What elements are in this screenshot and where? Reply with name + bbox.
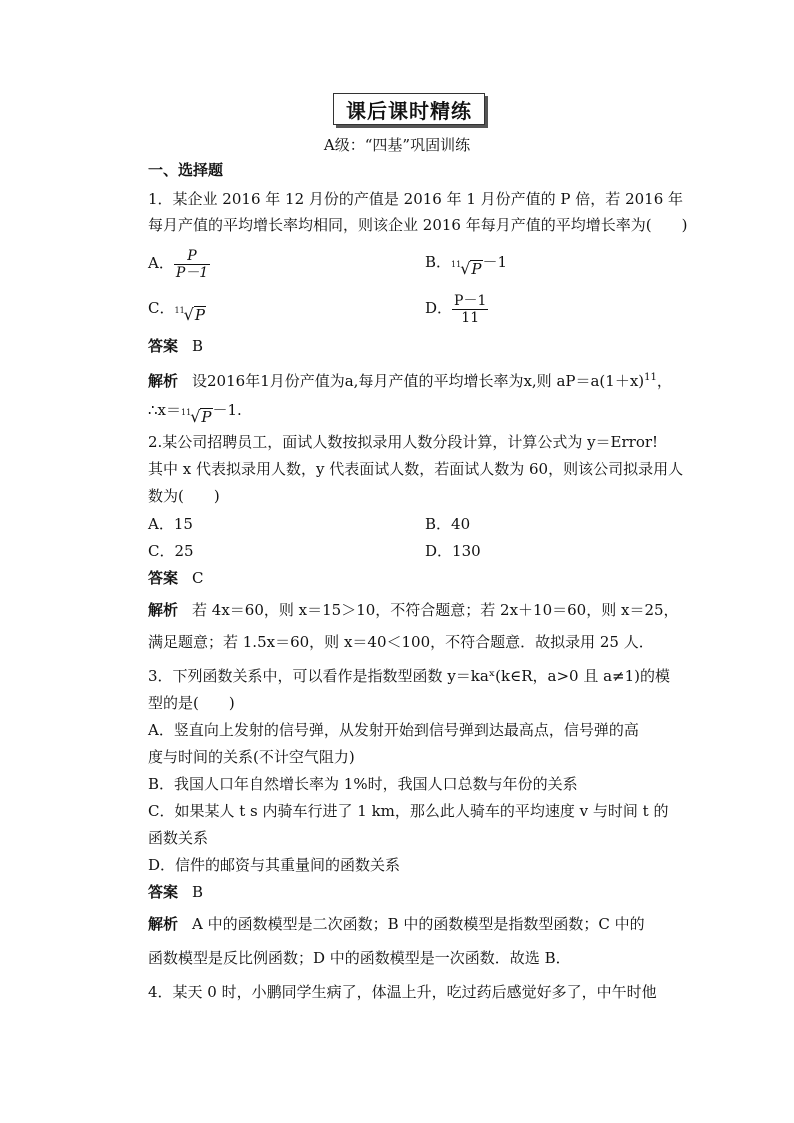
q3-analysis-line2: 函数模型是反比例函数；D 中的函数模型是一次函数．故选 B． (148, 949, 571, 967)
section-heading: 一、选择题 (148, 161, 224, 179)
q1-option-b (425, 252, 507, 278)
radicand: P (471, 260, 482, 278)
answer-value: C (192, 569, 204, 587)
q2-option-a: A．15 (148, 515, 193, 533)
fraction-numerator: P－1 (454, 292, 487, 309)
fraction (452, 293, 488, 326)
q1-option-a (148, 243, 210, 283)
radical-index: 11 (174, 306, 185, 315)
q1-option-d (425, 288, 488, 328)
option-b-prefix: B． (425, 253, 452, 271)
analysis-text: A 中的函数模型是二次函数；B 中的函数模型是指数型函数；C 中的 (192, 915, 645, 933)
fraction-denominator: P－1 (175, 264, 209, 281)
fraction (174, 248, 210, 281)
q3-stem-line2: 型的是( ) (148, 694, 235, 712)
fraction-denominator: 11 (452, 309, 488, 326)
radical-sign: √ (460, 259, 471, 278)
q2-option-c: C．25 (148, 542, 194, 560)
analysis-text: 设2016年1月份产值为a,每月产值的平均增长率为x,则 aP＝a(1＋x) (192, 372, 645, 390)
q1-option-c (148, 298, 206, 324)
q3-option-d: D．信件的邮资与其重量间的函数关系 (148, 856, 401, 874)
q3-option-a-line1: A．竖直向上发射的信号弹，从发射开始到信号弹到达最高点，信号弹的高 (148, 721, 639, 739)
answer-value: B (192, 337, 204, 355)
option-d-prefix: D． (425, 299, 453, 317)
fraction-numerator: P (187, 247, 197, 264)
analysis-label: 解析 (148, 601, 179, 619)
q2-stem-line2: 其中 x 代表拟录用人数，y 代表面试人数，若面试人数为 60，则该公司拟录用人 (148, 460, 684, 478)
q1-analysis-line1 (148, 368, 672, 391)
radical (181, 408, 212, 426)
q1-answer (148, 336, 203, 356)
page-title: 课后课时精练 (333, 93, 485, 125)
q1-stem-line2: 每月产值的平均增长率均相同，则该企业 2016 年每月产值的平均增长率为( ) (148, 216, 688, 234)
option-a-prefix: A． (148, 254, 174, 272)
q2-stem-line3: 数为( ) (148, 487, 220, 505)
radical (451, 260, 482, 278)
q4-stem-line1: 4．某天 0 时，小鹏同学生病了，体温上升，吃过药后感觉好多了，中午时他 (148, 983, 657, 1001)
radical-index: 11 (451, 260, 462, 269)
q3-option-c-line1: C．如果某人 t s 内骑车行进了 1 km，那么此人骑车的平均速度 v 与时间 t 的 (148, 802, 669, 820)
radicand: P (194, 306, 205, 324)
q2-option-d: D．130 (425, 542, 481, 560)
page-subtitle: A级：“四基”巩固训练 (323, 136, 471, 154)
q3-option-a-line2: 度与时间的关系(不计空气阻力) (148, 748, 355, 766)
q2-stem-line1: 2.某公司招聘员工，面试人数按拟录用人数分段计算，计算公式为 y＝Error! (148, 433, 659, 451)
q3-stem-line1: 3．下列函数关系中，可以看作是指数型函数 y＝kaˣ(k∈R，a>0 且 a≠1)的模 (148, 667, 671, 685)
q2-answer (148, 568, 204, 588)
option-b-tail: －1 (482, 253, 508, 271)
analysis-head: ∴x＝ (148, 401, 182, 419)
analysis-tail: －1. (212, 401, 242, 419)
analysis-text: 若 4x＝60，则 x＝15＞10，不符合题意；若 2x＋10＝60，则 x＝25， (192, 601, 679, 619)
analysis-tail: ， (656, 372, 672, 390)
answer-label: 答案 (148, 337, 179, 355)
analysis-superscript: 11 (644, 372, 657, 383)
answer-label: 答案 (148, 569, 179, 587)
analysis-label: 解析 (148, 372, 179, 390)
analysis-label: 解析 (148, 915, 179, 933)
answer-label: 答案 (148, 883, 179, 901)
q1-analysis-line2 (148, 400, 242, 426)
answer-value: B (192, 883, 204, 901)
q2-analysis-line2: 满足题意；若 1.5x＝60，则 x＝40＜100，不符合题意．故拟录用 25 人． (148, 633, 654, 651)
q3-analysis-line1 (148, 914, 645, 934)
option-c-prefix: C． (148, 299, 175, 317)
q2-option-b: B．40 (425, 515, 471, 533)
q3-answer (148, 882, 203, 902)
q3-option-c-line2: 函数关系 (148, 829, 209, 847)
q1-stem-line1: 1．某企业 2016 年 12 月份的产值是 2016 年 1 月份产值的 P 倍，若 2016 年 (148, 190, 684, 208)
radical-index: 11 (181, 408, 192, 417)
radicand: P (201, 408, 212, 426)
radical (174, 306, 205, 324)
q3-option-b: B．我国人口年自然增长率为 1%时，我国人口总数与年份的关系 (148, 775, 578, 793)
radical-sign: √ (190, 407, 201, 426)
q2-analysis-line1 (148, 600, 679, 620)
radical-sign: √ (183, 305, 194, 324)
